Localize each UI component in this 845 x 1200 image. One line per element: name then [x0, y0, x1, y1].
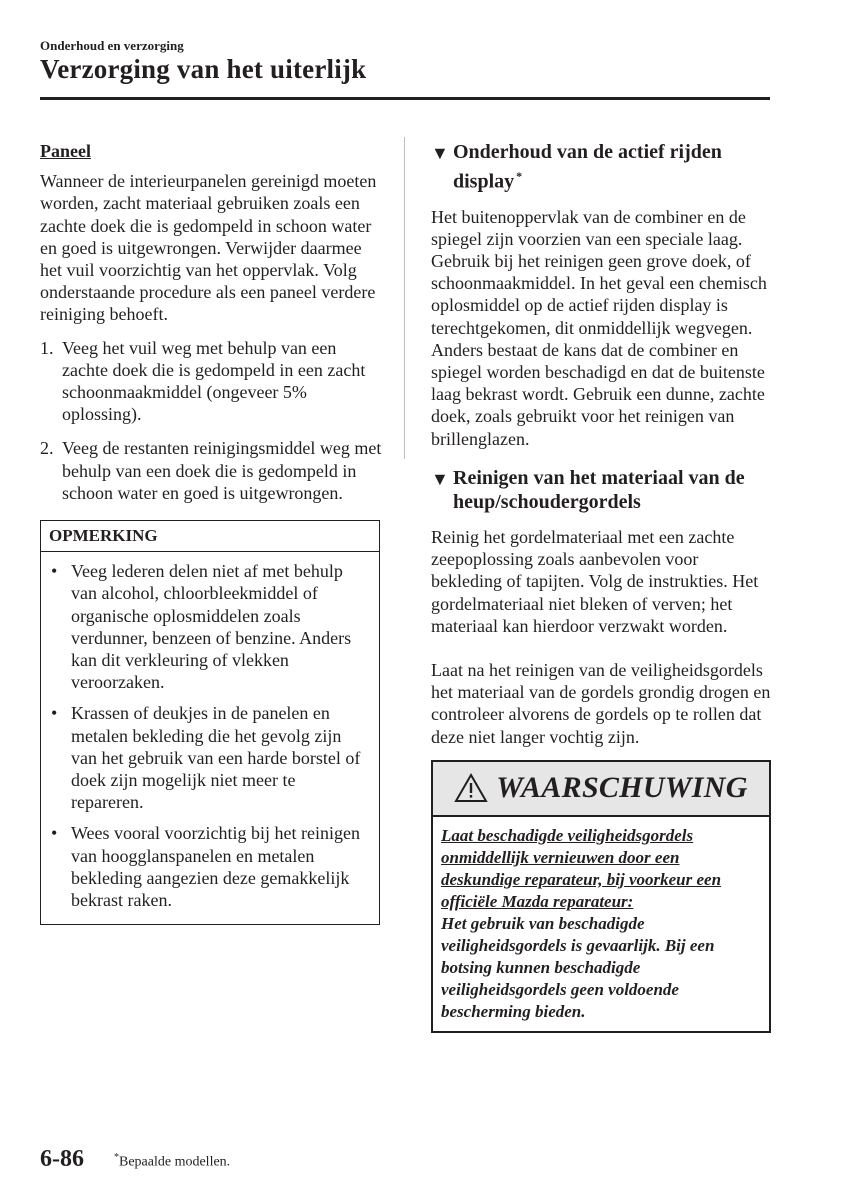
bullet-icon: • — [51, 561, 58, 582]
warning-title: WAARSCHUWING — [496, 771, 748, 805]
section-heading-text — [453, 140, 771, 194]
step-text: Veeg de restanten reinigingsmiddel weg met behulp van een doek die is gedompeld in schoon water en goed is uitgewrongen. — [62, 438, 382, 503]
column-divider — [404, 137, 405, 459]
step-number: 2. — [40, 438, 54, 459]
seatbelt-paragraph-1: Reinig het gordelmateriaal met een zachte zeepoplossing zoals aanbevolen voor bekleding of tapijten. Volg de instrukties. Het gordelmateriaal niet bleken of verven; het materiaal kan hierdoor verzwakt worden. — [431, 526, 759, 636]
asterisk-icon: * — [516, 169, 523, 183]
bullet-text: Veeg lederen delen niet af met behulp van alcohol, chloorbleekmiddel of organische oplosmiddelen zoals verdunner, benzeen of benzine. Anders kan dit verkleuring of vlekken veroorzaken. — [71, 561, 352, 693]
list-item — [40, 437, 382, 504]
list-item — [51, 702, 371, 813]
bullet-icon: • — [51, 823, 58, 844]
page-title: Verzorging van het uiterlijk — [40, 54, 367, 84]
asterisk-icon: * — [114, 1152, 119, 1163]
warning-header — [433, 762, 769, 817]
seatbelt-paragraph-2: Laat na het reinigen van de veiligheidsgordels het materiaal van de gordels grondig drogen en controleer alvorens de gordels op te rollen dat deze niet langer vochtig zijn. — [431, 659, 771, 747]
bullet-text: Wees vooral voorzichtig bij het reinigen van hoogglanspanelen en metalen bekleding aangezien deze gemakkelijk bekrast raken. — [71, 823, 360, 911]
intro-paragraph: Wanneer de interieurpanelen gereinigd moeten worden, zacht materiaal gebruiken zoals een zachte doek die is gedompeld in schoon water en goed is uitgewrongen. Verwijder daarmee het vuil voorzichtig van het oppervlak. Volg onderstaande procedure als een paneel verdere reiniging behoeft. — [40, 171, 377, 325]
warning-body — [433, 817, 769, 1031]
step-number: 1. — [40, 337, 54, 358]
footnote — [114, 1152, 230, 1171]
section-heading-title: Onderhoud van de actief rijden display — [453, 141, 722, 193]
note-body — [41, 552, 379, 924]
footnote-text: Bepaalde modellen. — [119, 1154, 231, 1170]
section-label: Onderhoud en verzorging — [40, 38, 184, 53]
warning-triangle-icon — [454, 773, 488, 803]
warning-box — [431, 760, 771, 1033]
list-item — [51, 822, 371, 911]
subheading-paneel: Paneel — [40, 141, 91, 161]
triangle-down-icon: ▼ — [431, 143, 449, 163]
page-number: 6-86 — [40, 1146, 84, 1172]
warning-underlined-text: Laat beschadigde veiligheidsgordels onmiddellijk vernieuwen door een deskundige reparateur, bij voorkeur een officiële Mazda reparateur: — [441, 825, 722, 911]
step-text: Veeg het vuil weg met behulp van een zachte doek die is gedompeld in een zacht schoonmaakmiddel (ongeveer 5% oplossing). — [62, 337, 366, 425]
left-column — [40, 140, 382, 925]
section-heading-display — [431, 140, 771, 194]
right-column — [431, 140, 771, 1033]
warning-text: Het gebruik van beschadigde veiligheidsgordels is gevaarlijk. Bij een botsing kunnen beschadigde veiligheidsgordels geen voldoende bescherming bieden. — [441, 913, 715, 1021]
bullet-icon: • — [51, 703, 58, 724]
list-item — [40, 337, 382, 426]
section-heading-title: Reinigen van het materiaal van de heup/schoudergordels — [453, 466, 745, 513]
note-box — [40, 520, 380, 925]
section-heading-seatbelt — [431, 466, 771, 514]
triangle-down-icon: ▼ — [431, 468, 449, 489]
steps-list — [40, 337, 382, 504]
list-item — [51, 560, 371, 693]
header-divider — [40, 97, 770, 100]
bullet-text: Krassen of deukjes in de panelen en metalen bekleding die het gevolg zijn van het gebruik van een harde borstel of doek zijn mogelijk niet meer te repareren. — [71, 703, 361, 813]
note-title: OPMERKING — [41, 521, 379, 552]
display-paragraph: Het buitenoppervlak van de combiner en de spiegel zijn voorzien van een speciale laag. Gebruik bij het reinigen geen grove doek, of schoonmaakmiddel. In het geval een chemisch oplosmiddel op de actief rijden display is terechtgekomen, dit onmiddellijk wegvegen. Anders bestaat de kans dat de combiner en spiegel worden beschadigd en dat de buitenste laag bekrast wordt. Gebruik een dunne, zachte doek, zoals gebruikt voor het reinigen van brillenglazen. — [431, 206, 767, 449]
